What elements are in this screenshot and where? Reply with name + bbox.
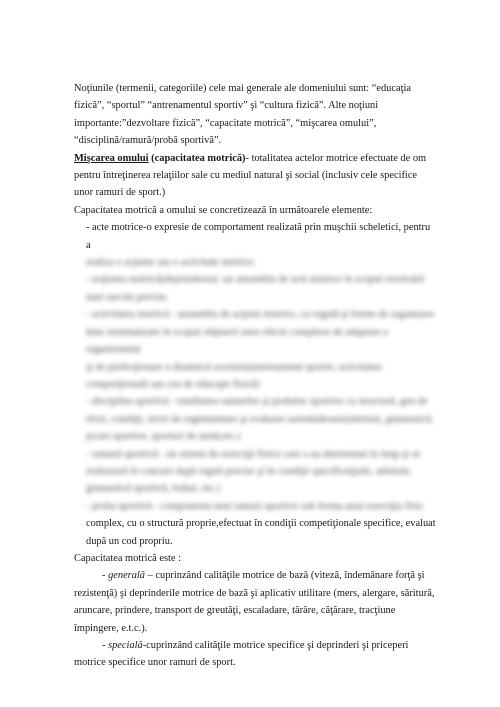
elements-intro: Capacitatea motrică a omului se concretizează în următoarele elemente: [74, 204, 373, 216]
list-item-proba-continuation: complex, cu o structură proprie,efectuat în condiţii competiţionale specifice, evaluat [86, 518, 436, 530]
capacity-special-text: -cuprinzând calităţile motrice specifice şi deprinderi şi priceperi motrice specifice unor ramuri de sport. [74, 640, 409, 669]
document-body [74, 80, 436, 672]
blurred-line: - acţiunea motrică(deprinderea)- un ansamblu de acte motrice în scopul rezolvării [86, 274, 425, 286]
intro-paragraph: Noţiunile (termenii, categoriile) cele mai generale ale domeniului sunt: “educaţia fizică”, “sportul” “antrenamentul sportiv” şi “cultura fizică”. Alte noţiuni importante:”dezvoltare fizică”, “capacitate motrică”, “mişcarea omului”, “disciplină/ramură/probă sportivă”. [74, 83, 411, 147]
blurred-line: efort, condiţii, nivel de reglementare şi evaluare asemănătoare(atletism, gimnastică, [86, 413, 434, 425]
blurred-text-block [74, 254, 436, 515]
capacity-general-text: – cuprinzând calităţile motrice de bază (viteză, îndemânare forţă şi rezistenţă) şi deprinderile motrice de bază şi aplicativ utilitare (mers, alergare, săritură, aruncare, prindere, transport de greutăţi, escaladare, târâre, căţărare, tracţiune împingere, e.t.c.). [74, 570, 435, 634]
blurred-line: - proba sportivă - componenta unei ramuri sportive sub forma unui exerciţiu fizic [86, 500, 424, 512]
blurred-line: şi de perfecţionare a dinamicii acestuia(antrenament sportiv, activitatea [86, 361, 382, 373]
capacity-special-term: specială [108, 640, 143, 651]
definition-paragraph [74, 150, 436, 202]
capacity-general: - generală – cuprinzând calităţile motrice de bază (viteză, îndemânare forţă şi rezistenţă) şi deprinderile motrice de bază şi aplicativ utilitare (mers, alergare, săritură, aruncare, prindere, transport de greutăţi, escaladare, târâre, căţărare, tracţiune împingere, e.t.c.). [74, 570, 435, 634]
blurred-line: - ramură sportivă - un sistem de exerciţii fizice care s-au determinat în timp şi se [86, 448, 421, 460]
blurred-line: jocuri sportive, sporturi de iarnă,etc.) [86, 431, 241, 443]
list-item-proba-continuation-2: după un cod propriu. [86, 535, 173, 547]
blurred-line: - disciplina sportivă - totalitatea ramurilor şi probelor sportive cu structură, gen de [86, 396, 428, 408]
blurred-line: realiza o acţiune sau o activitate motrice. [86, 257, 256, 269]
capacity-special: - specială-cuprinzând calităţile motrice specifice şi deprinderi şi priceperi motrice specifice unor ramuri de sport. [74, 640, 409, 669]
list-item-acte-motrice: - acte motrice-o expresie de comportament realizată prin muşchii scheletici, pentru a [86, 222, 431, 251]
definition-term: Mişcarea omului [74, 152, 149, 164]
capacity-general-term: generală [108, 570, 145, 582]
capacity-intro: Capacitatea motrică este : [74, 552, 182, 564]
definition-text: - totalitatea actelor motrice efectuate de om pentru întreţinerea relaţiilor sale cu mediul natural şi social (inclusiv cele specifice unor ramuri de sport.) [74, 152, 427, 199]
blurred-line: bine sistematizate în scopul obţinerii unor efecte complexe de adaptare a organismului [86, 326, 388, 356]
blurred-line: - activitatea motrică - ansamblu de acţiuni motrice, cu regulă şi forme de organizare [86, 309, 435, 321]
definition-term-paren: (capacitatea motrică) [151, 152, 246, 164]
blurred-line: gimnastică sportivă, fotbal, etc.) [86, 483, 220, 495]
blurred-line: realizează în concurs după reguli precise şi în condiţii specifice(judo, atletism, [86, 465, 412, 477]
blurred-line: competiţională sau cea de educaţie fizică) [86, 378, 260, 390]
blurred-line: unei sarcini precise. [86, 291, 169, 303]
